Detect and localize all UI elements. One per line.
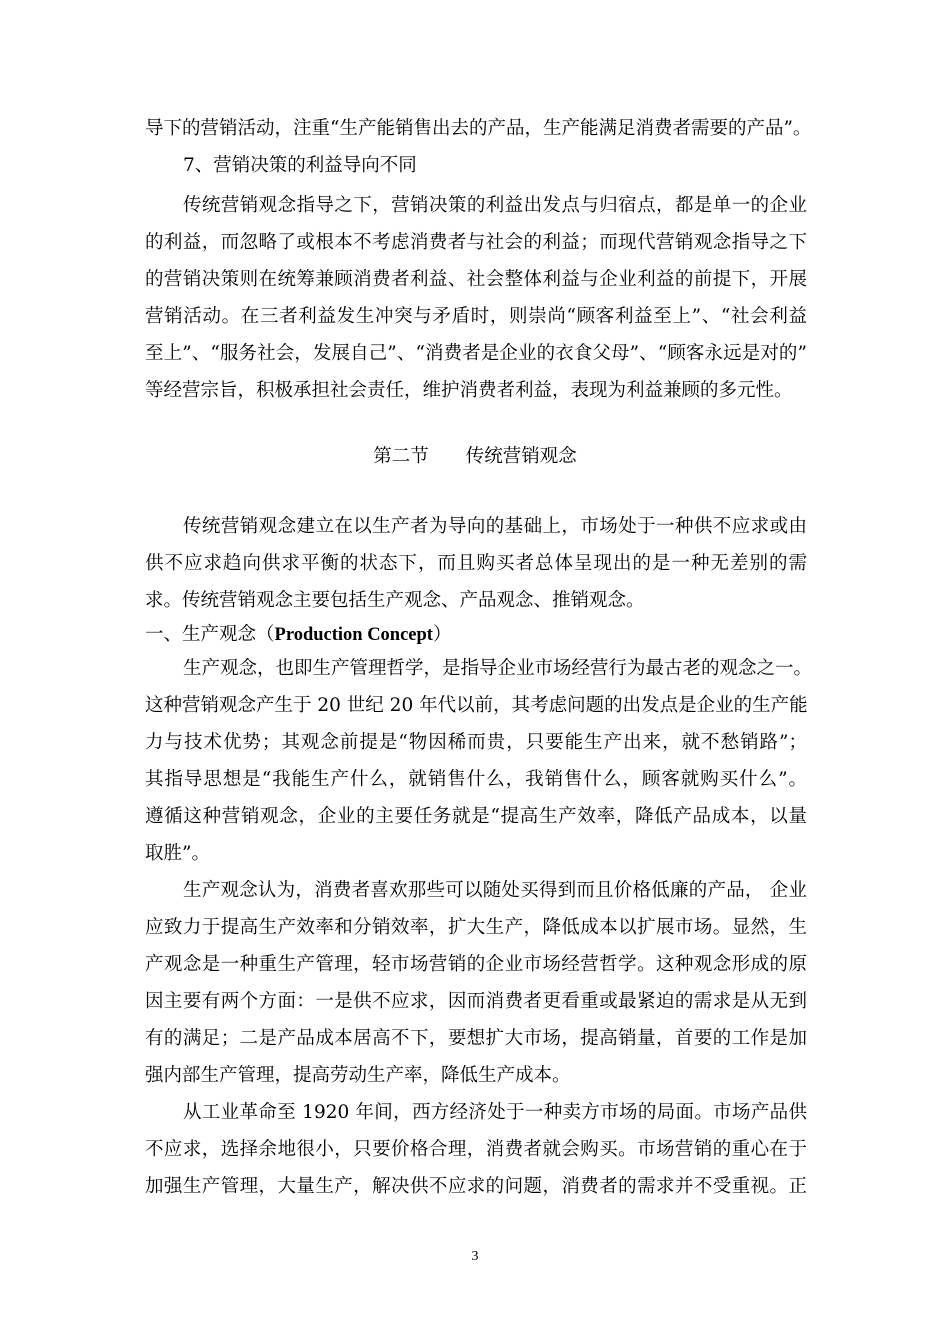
subsection-heading: 7、营销决策的利益导向不同 bbox=[183, 155, 417, 176]
paragraph-line: 至上”、“服务社会，发展自己”、“消费者是企业的衣食父母”、“顾客永远是对的” bbox=[145, 343, 807, 364]
paragraph-line: 等经营宗旨，积极承担社会责任，维护消费者利益，表现为利益兼顾的多元性。 bbox=[145, 380, 793, 401]
section-title: 第二节 传统营销观念 bbox=[373, 446, 577, 467]
paragraph-line: 的利益，而忽略了或根本不考虑消费者与社会的利益；而现代营销观念指导之下 bbox=[145, 232, 807, 253]
paragraph-line: 加强生产管理，大量生产，解决供不应求的问题，消费者的需求并不受重视。正 bbox=[145, 1176, 807, 1197]
paragraph-line: 供不应求趋向供求平衡的状态下，而且购买者总体呈现出的是一种无差别的需 bbox=[145, 553, 807, 574]
paragraph-line: 因主要有两个方面：一是供不应求，因而消费者更看重或最紧迫的需求是从无到 bbox=[145, 991, 807, 1012]
page-number: 3 bbox=[471, 1249, 479, 1264]
paragraph-line: 传统营销观念指导之下，营销决策的利益出发点与归宿点，都是单一的企业 bbox=[183, 195, 807, 216]
paragraph-line: 强内部生产管理，提高劳动生产率，降低生产成本。 bbox=[145, 1065, 571, 1086]
paragraph-line: 产观念是一种重生产管理，轻市场营销的企业市场经营哲学。这种观念形成的原 bbox=[145, 954, 807, 975]
paragraph-line: 取胜”。 bbox=[145, 843, 210, 864]
subheading-production-concept bbox=[145, 621, 807, 649]
paragraph-line: 有的满足；二是产品成本居高不下，要想扩大市场，提高销量，首要的工作是加 bbox=[145, 1028, 807, 1049]
paragraph-line: 传统营销观念建立在以生产者为导向的基础上，市场处于一种供不应求或由 bbox=[183, 516, 807, 537]
paragraph-line: 从工业革命至 1920 年间，西方经济处于一种卖方市场的局面。市场产品供 bbox=[183, 1102, 807, 1123]
paragraph-line: 营销活动。在三者利益发生冲突与矛盾时，则崇尚“顾客利益至上”、“社会利益 bbox=[145, 306, 807, 327]
paragraph-line: 不应求，选择余地很小，只要价格合理，消费者就会购买。市场营销的重心在于 bbox=[145, 1139, 807, 1160]
paragraph-line: 应致力于提高生产效率和分销效率，扩大生产，降低成本以扩展市场。显然，生 bbox=[145, 917, 807, 938]
paragraph-line: 的营销决策则在统筹兼顾消费者利益、社会整体利益与企业利益的前提下，开展 bbox=[145, 269, 807, 290]
paragraph-line: 遵循这种营销观念，企业的主要任务就是“提高生产效率，降低产品成本，以量 bbox=[145, 806, 807, 827]
subheading-prefix: 一、生产观念（ bbox=[145, 624, 275, 645]
paragraph-line: 导下的营销活动，注重“生产能销售出去的产品，生产能满足消费者需要的产品”。 bbox=[145, 118, 812, 139]
subheading-suffix: ） bbox=[432, 624, 452, 645]
paragraph-line: 生产观念认为，消费者喜欢那些可以随处买得到而且价格低廉的产品， 企业 bbox=[183, 880, 807, 901]
subheading-english: Production Concept bbox=[274, 625, 433, 645]
paragraph-line: 力与技术优势；其观念前提是“物因稀而贵，只要能生产出来，就不愁销路”； bbox=[145, 732, 807, 753]
paragraph-line: 这种营销观念产生于 20 世纪 20 年代以前，其考虑问题的出发点是企业的生产能 bbox=[145, 695, 808, 716]
paragraph-line: 求。传统营销观念主要包括生产观念、产品观念、推销观念。 bbox=[145, 590, 645, 611]
paragraph-line: 生产观念，也即生产管理哲学，是指导企业市场经营行为最古老的观念之一。 bbox=[183, 658, 813, 679]
paragraph-line: 其指导思想是“我能生产什么，就销售什么，我销售什么，顾客就购买什么”。 bbox=[145, 769, 807, 790]
